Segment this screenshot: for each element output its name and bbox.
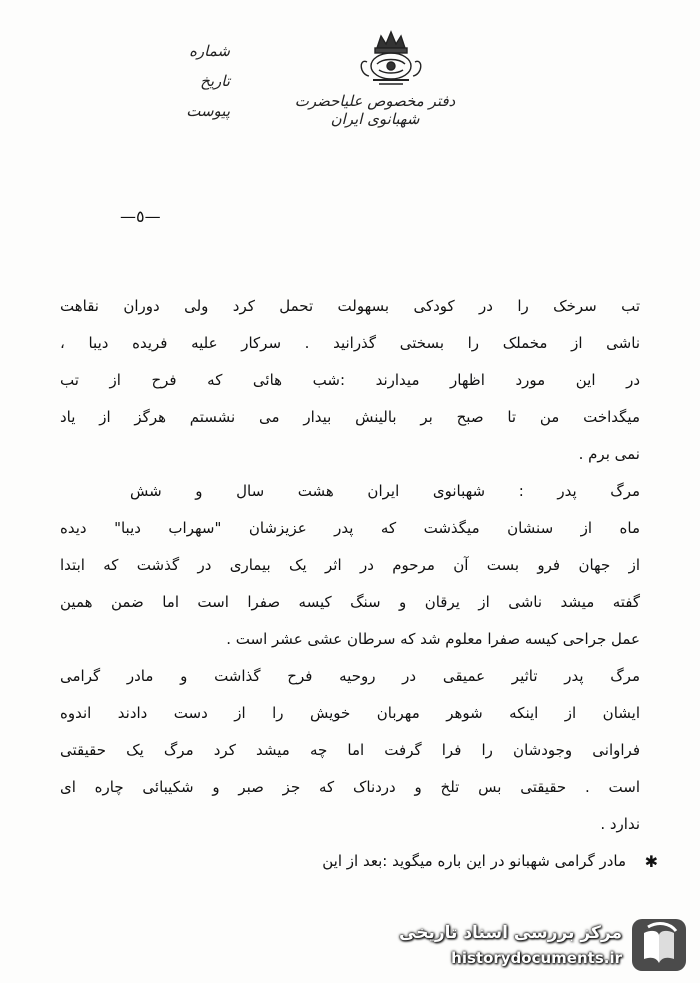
body-line: ندارد . [600,815,640,833]
body-line: نمی برم . [578,445,640,463]
meta-number-label: شماره [189,42,230,60]
asterisk-icon: ✱ [644,852,658,871]
body-line: در این مورد اظهار میدارند :شب هائی که فرح از تب [60,371,640,389]
body-line: فراوانی وجودشان را فرا گرفت اما چه میشد کرد مرگ یک حقیقتی [60,741,640,759]
body-line: گفته میشد ناشی از یرقان و سنگ کیسه صفرا است اما ضمن همین [60,593,640,611]
body-line: عمل جراحی کیسه صفرا معلوم شد که سرطان عشی عشر است . [226,630,640,648]
watermark [399,915,690,975]
body-line [60,843,658,880]
body-line: است . حقیقتی بس تلخ و دردناک که جز صبر و شکیبائی چاره ای [60,778,640,796]
document-body [60,288,658,880]
body-line: ماه از سنشان میگذشت که پدر عزیزشان "سهراب دیبا" دیده [60,519,640,537]
body-line: میگداخت من تا صبح بر بالینش بیدار می نشستم هرگز از یاد [60,408,640,426]
meta-attachment-label: پیوست [186,102,230,120]
body-line: از جهان فرو بست آن مرحوم در اثر یک بیماری در گذشت که ابتدا [60,556,640,574]
body-line: مرگ پدر : شهبانوی ایران هشت سال و شش [130,482,640,500]
page-number: —٥— [120,207,161,226]
archive-book-logo-icon [628,915,690,975]
body-line: مرگ پدر تاثیر عمیقی در روحیه فرح گذاشت و مادر گرامی [60,667,640,685]
royal-crest-icon [355,28,427,88]
watermark-title: مرکز بررسی اسناد تاریخی [399,923,622,943]
meta-date-label: تاریخ [200,72,230,90]
body-line: ایشان از اینکه شوهر مهربان خویش را از دست دادند اندوه [60,704,640,722]
watermark-url[interactable]: historydocuments.ir [451,949,622,967]
body-line-text: مادر گرامی شهبانو در این باره میگوید :بعد از این [322,852,626,870]
body-line: ناشی از مخملک را بسختی گذرانید . سرکار علیه فریده دیبا ، [60,334,640,352]
office-title: دفتر مخصوص علیاحضرت شهبانوی ایران [294,92,456,128]
document-meta-labels [150,36,230,126]
body-line: تب سرخک را در کودکی بسهولت تحمل کرد ولی دوران نقاهت [60,297,640,315]
